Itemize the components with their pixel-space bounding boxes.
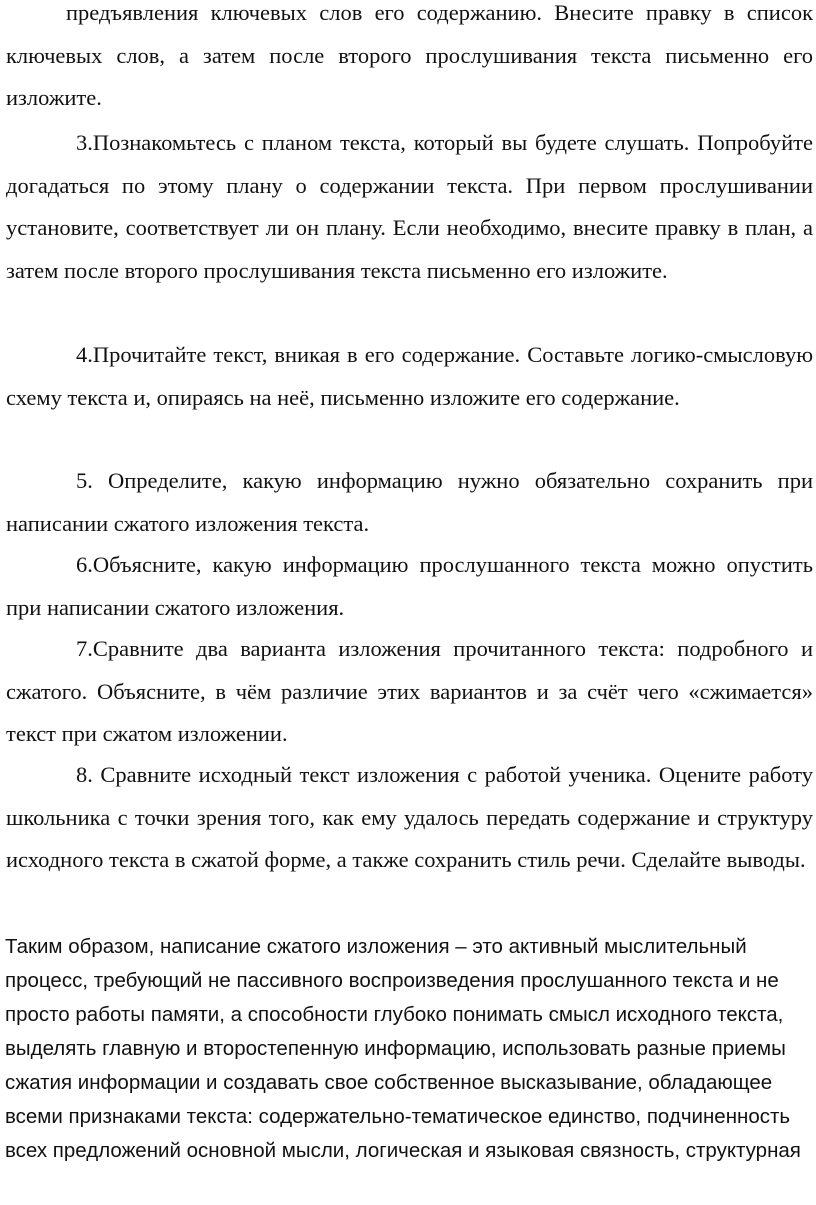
paragraph-task-8: 8. Сравните исходный текст изложения с работой ученика. Оцените работу школьника с точки зрения того, как ему удалось передать содержание и структуру исходного текста в сжатой форме, а также сохранить стиль речи. Сделайте выводы. (6, 762, 813, 872)
paragraph-keywords-continuation: предъявления ключевых слов его содержанию. Внесите правку в список ключевых слов, а затем после второго прослушивания текста письменно его изложите. (6, 0, 813, 110)
paragraph-task-5: 5. Определите, какую информацию нужно обязательно сохранить при написании сжатого изложения текста. (6, 468, 813, 536)
paragraph-task-4: 4.Прочитайте текст, вникая в его содержание. Составьте логико-смысловую схему текста и, опираясь на неё, письменно изложите его содержание. (6, 342, 813, 410)
paragraph-task-6: 6.Объясните, какую информацию прослушанного текста можно опустить при написании сжатого изложения. (6, 552, 813, 620)
paragraph-task-7: 7.Сравните два варианта изложения прочитанного текста: подробного и сжатого. Объясните, в чём различие этих вариантов и за счёт чего «сжимается» текст при сжатом изложении. (6, 636, 813, 746)
conclusion-paragraph: Таким образом, написание сжатого изложения – это активный мыслительный процесс, требующий не пассивного воспроизведения прослушанного текста и не просто работы памяти, а способности глубоко понимать смысл исходного текста, выделять главную и второстепенную информацию, использовать разные приемы сжатия информации и создавать свое собственное высказывание, обладающее всеми признаками текста: содержательно-тематическое единство, подчиненность всех предложений основной мысли, логическая и языковая связность, структурная (5, 935, 801, 1162)
paragraph-task-3: 3.Познакомьтесь с планом текста, который вы будете слушать. Попробуйте догадаться по этому плану о содержании текста. При первом прослушивании установите, соответствует ли он плану. Если необходимо, внесите правку в план, а затем после второго прослушивания текста письменно его изложите. (6, 130, 813, 283)
